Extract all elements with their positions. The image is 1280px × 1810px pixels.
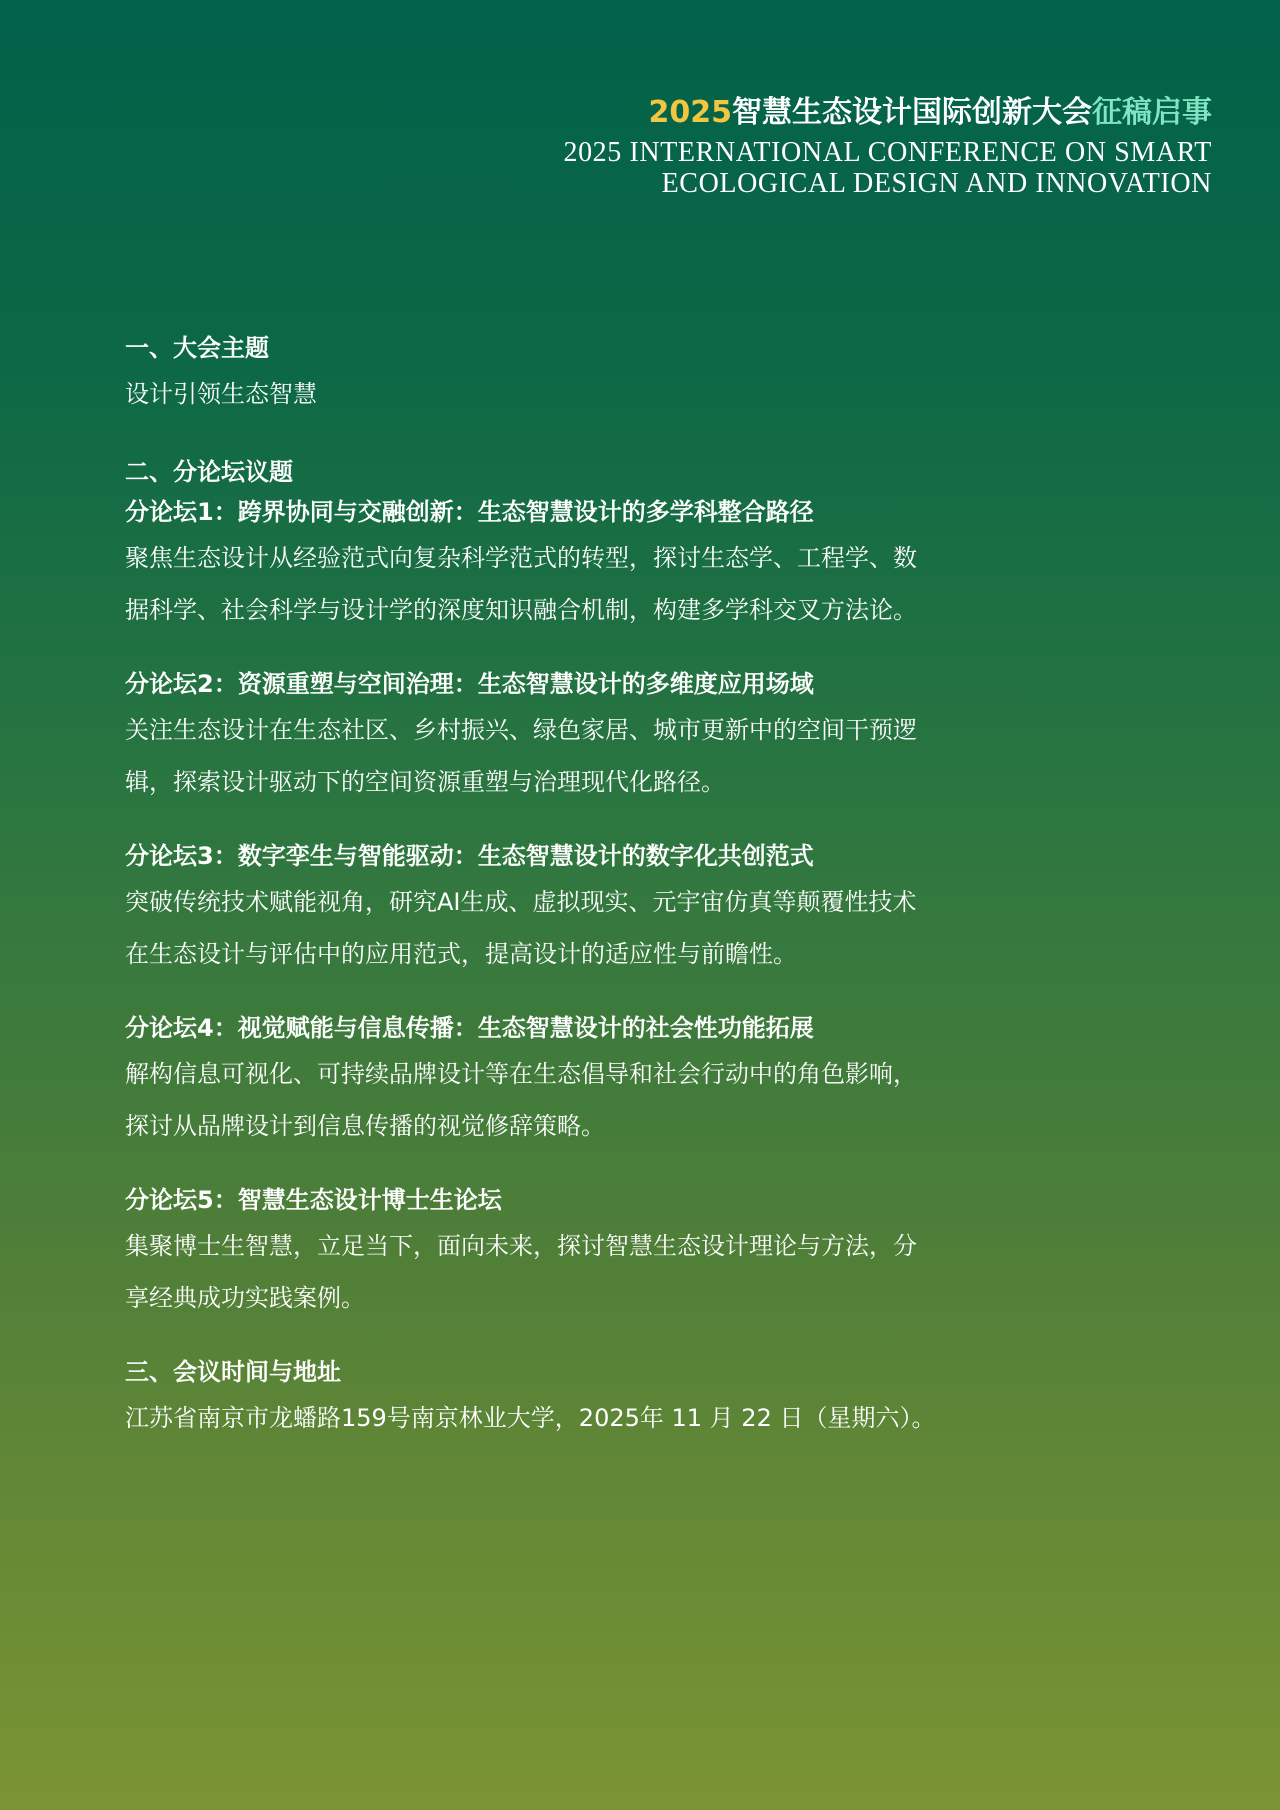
forum-2-title: 分论坛2：资源重塑与空间治理：生态智慧设计的多维度应用场域	[125, 670, 814, 698]
forum-3-title: 分论坛3：数字孪生与智能驱动：生态智慧设计的数字化共创范式	[125, 842, 814, 870]
title-english-line-1: 2025 INTERNATIONAL CONFERENCE ON SMART	[563, 137, 1212, 168]
title-main: 智慧生态设计国际创新大会	[732, 95, 1092, 130]
forum-1-title: 分论坛1：跨界协同与交融创新：生态智慧设计的多学科整合路径	[125, 498, 814, 526]
forum-3-desc-line-2: 在生态设计与评估中的应用范式，提高设计的适应性与前瞻性。	[125, 940, 797, 968]
forum-5-desc-line-2: 享经典成功实践案例。	[125, 1284, 365, 1312]
conference-title	[563, 92, 1212, 134]
section-time-venue-heading: 三、会议时间与地址	[125, 1358, 341, 1386]
forum-2-desc-line-2: 辑，探索设计驱动下的空间资源重塑与治理现代化路径。	[125, 768, 725, 796]
section-time-venue-text: 江苏省南京市龙蟠路159号南京林业大学，2025年 11 月 22 日（星期六）。	[125, 1404, 936, 1432]
forum-1-desc-line-1: 聚焦生态设计从经验范式向复杂科学范式的转型，探讨生态学、工程学、数	[125, 544, 917, 572]
forum-2-desc-line-1: 关注生态设计在生态社区、乡村振兴、绿色家居、城市更新中的空间干预逻	[125, 716, 917, 744]
forum-4-desc-line-2: 探讨从品牌设计到信息传播的视觉修辞策略。	[125, 1112, 605, 1140]
forum-3-desc-line-1: 突破传统技术赋能视角，研究AI生成、虚拟现实、元宇宙仿真等颠覆性技术	[125, 888, 917, 916]
forum-5-title: 分论坛5：智慧生态设计博士生论坛	[125, 1186, 502, 1214]
forum-4-desc-line-1: 解构信息可视化、可持续品牌设计等在生态倡导和社会行动中的角色影响，	[125, 1060, 917, 1088]
page-header	[563, 92, 1212, 199]
forum-5-desc-line-1: 集聚博士生智慧，立足当下，面向未来，探讨智慧生态设计理论与方法，分	[125, 1232, 917, 1260]
section-theme-text: 设计引领生态智慧	[125, 380, 317, 408]
forum-4-title: 分论坛4：视觉赋能与信息传播：生态智慧设计的社会性功能拓展	[125, 1014, 814, 1042]
title-year: 2025	[648, 95, 732, 130]
section-theme-heading: 一、大会主题	[125, 334, 269, 362]
section-forums-heading: 二、分论坛议题	[125, 458, 293, 486]
call-for-papers-body	[125, 328, 1165, 1444]
forum-1-desc-line-2: 据科学、社会科学与设计学的深度知识融合机制，构建多学科交叉方法论。	[125, 596, 917, 624]
title-english-line-2: ECOLOGICAL DESIGN AND INNOVATION	[661, 168, 1212, 199]
title-accent: 征稿启事	[1092, 95, 1212, 130]
